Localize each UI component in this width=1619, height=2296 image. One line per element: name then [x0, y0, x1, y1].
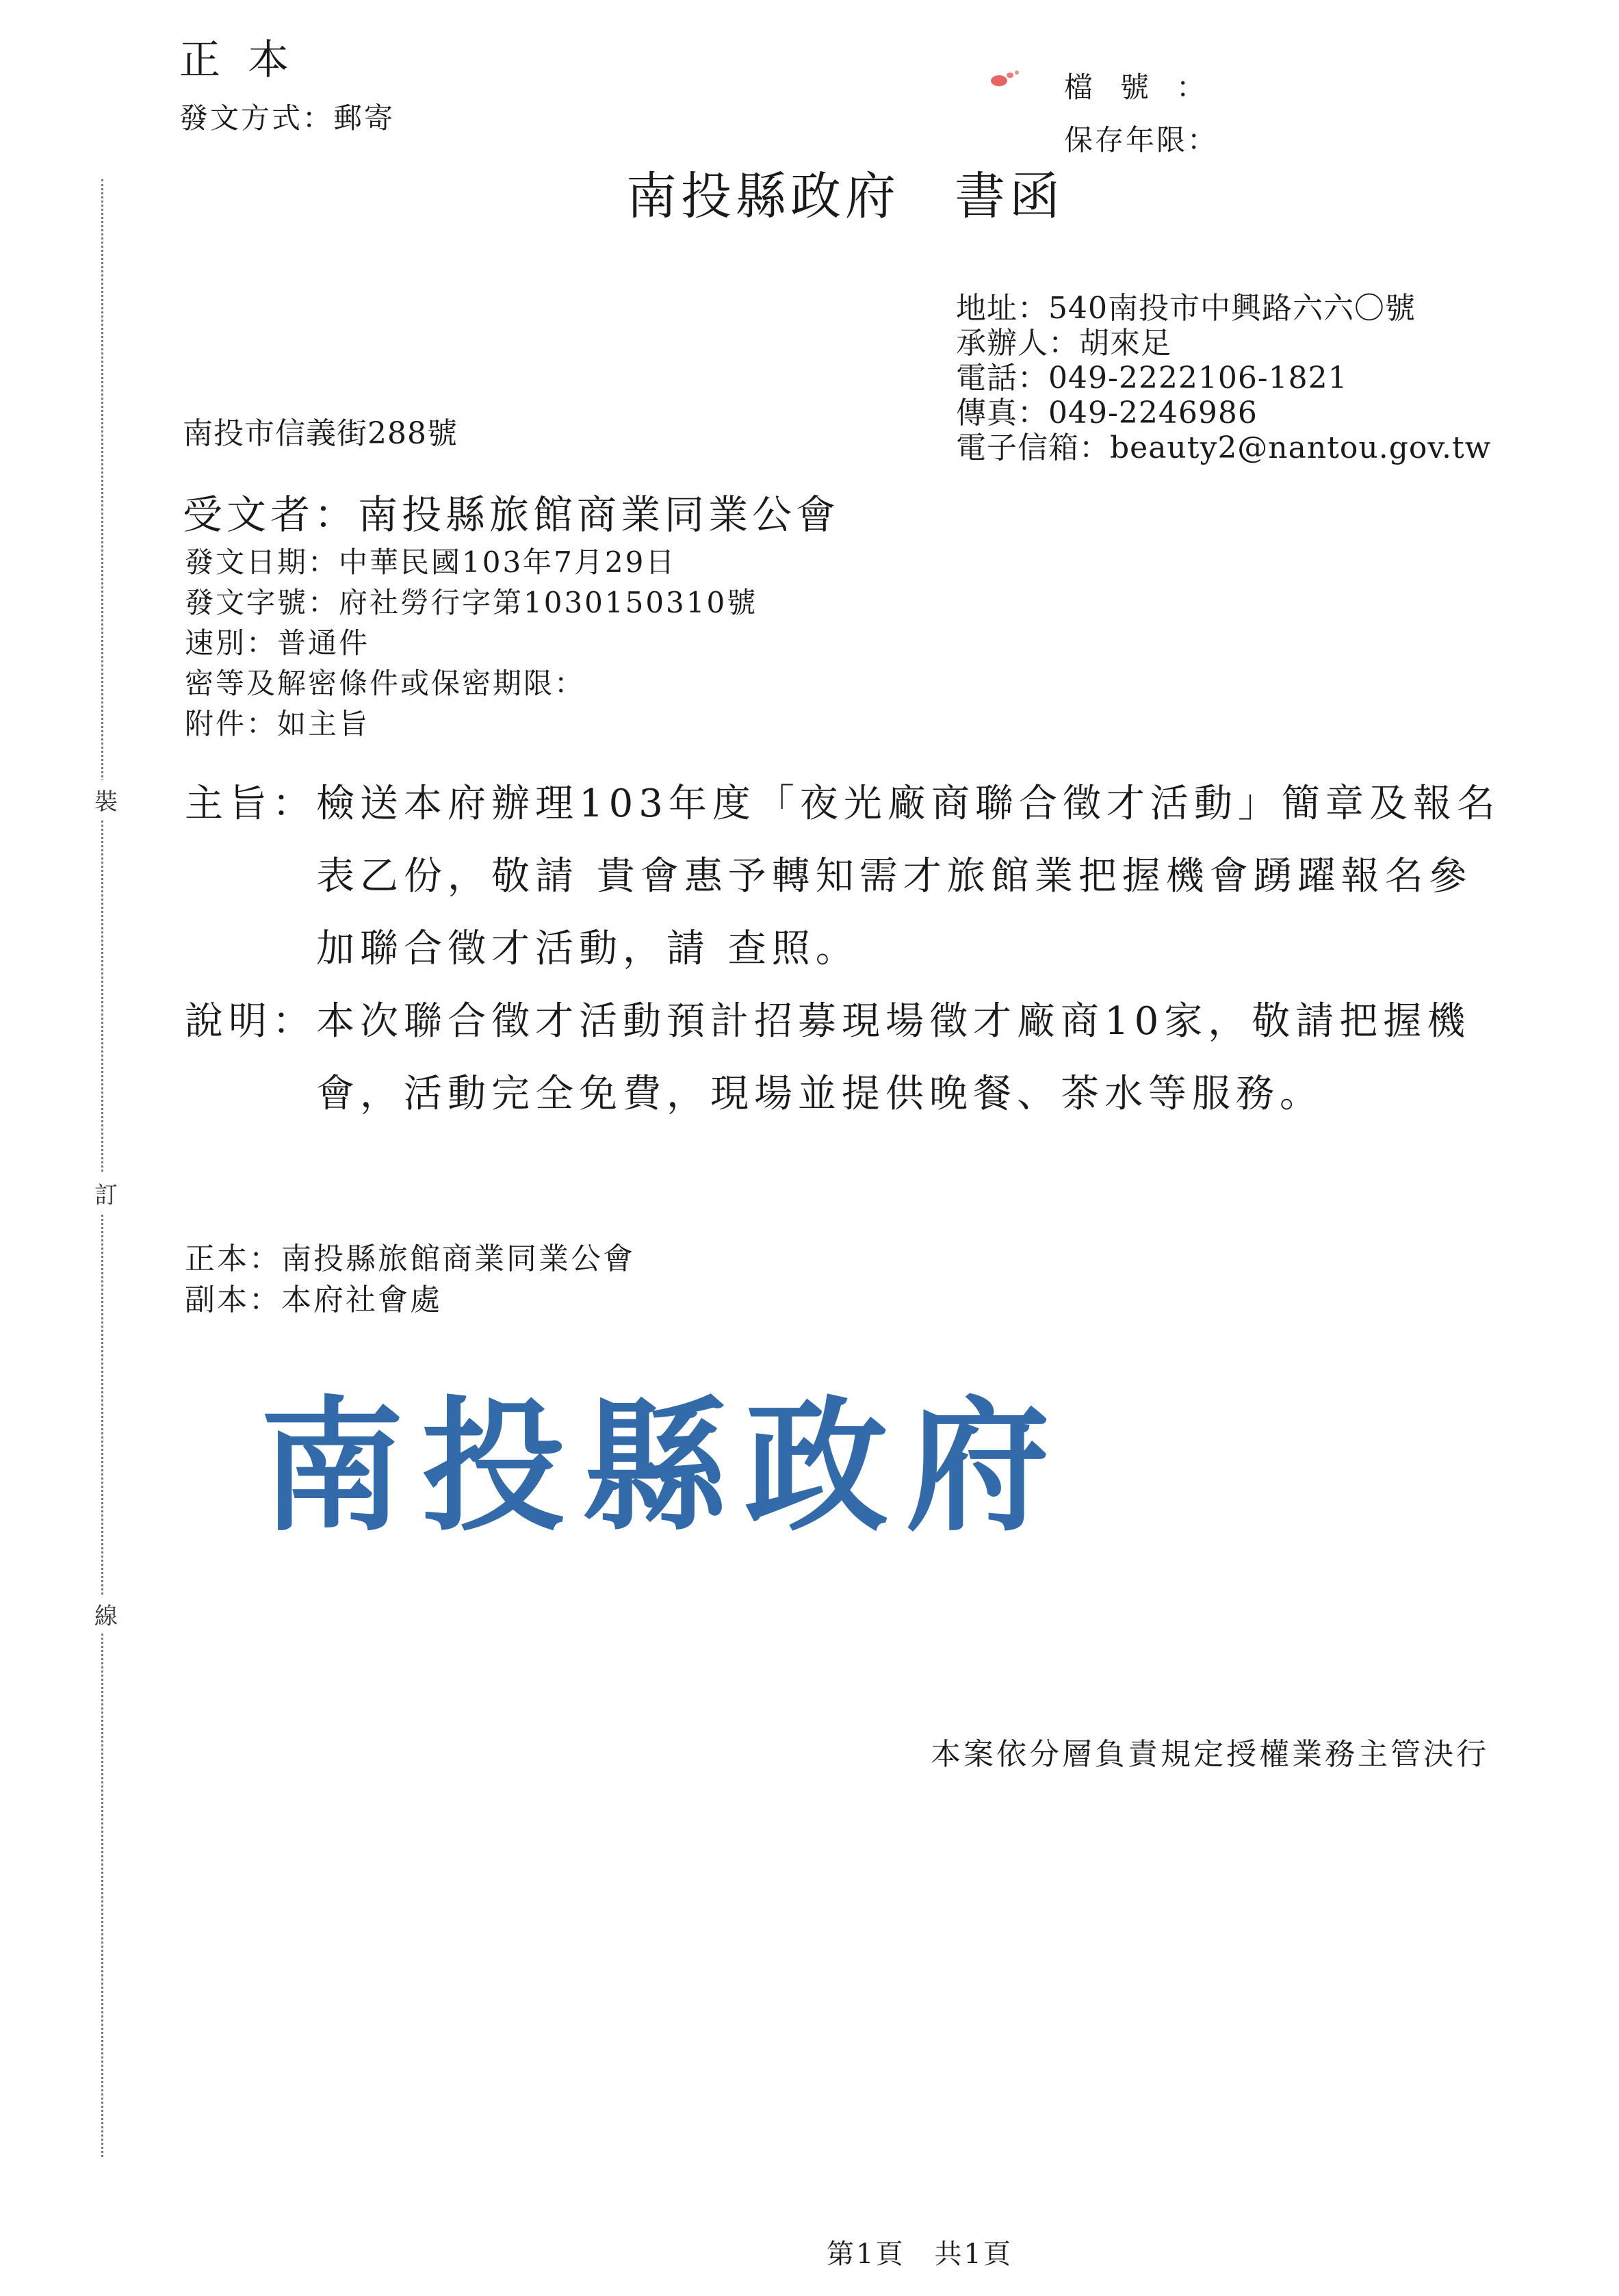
attachment: 附件：如主旨 [185, 707, 370, 740]
contact-block [956, 291, 1491, 465]
file-number-label: 檔號： [1064, 70, 1233, 104]
contact-fax: 傳真：049-2246986 [956, 396, 1258, 430]
explanation-label: 說明： [185, 999, 316, 1044]
original-recipient: 正本：南投縣旅館商業同業公會 [185, 1241, 635, 1276]
contact-email: 電子信箱：beauty2@nantou.gov.tw [956, 430, 1492, 465]
delivery-speed: 速別：普通件 [185, 626, 370, 660]
contact-phone: 電話：049-2222106-1821 [956, 361, 1348, 396]
recipient-name: 受文者：南投縣旅館商業同業公會 [183, 491, 840, 538]
security-level: 密等及解密條件或保密期限： [185, 667, 586, 700]
copy-type: 正本 [179, 36, 316, 84]
copy-recipient: 副本：本府社會處 [185, 1282, 442, 1317]
retention-label: 保存年限： [1064, 123, 1219, 157]
contact-address: 地址：540南投市中興路六六〇號 [956, 291, 1416, 326]
binding-label-zhuang: 裝 [94, 780, 118, 819]
meta-block [185, 542, 757, 744]
document-title: 南投縣政府 書函 [626, 167, 1064, 226]
government-seal-stamp: 南投縣政府 [260, 1383, 1068, 1551]
binding-label-ding: 訂 [94, 1174, 118, 1213]
contact-handler: 承辦人：胡來足 [956, 326, 1171, 361]
page-number: 第1頁 共1頁 [827, 2239, 1013, 2270]
authorization-note: 本案依分層負責規定授權業務主管決行 [931, 1737, 1489, 1772]
binding-dotted-line [101, 179, 103, 2157]
recipient-address: 南投市信義街288號 [183, 416, 458, 451]
explanation-paragraph [185, 985, 1512, 1131]
send-method: 發文方式：郵寄 [179, 101, 396, 135]
subject-label: 主旨： [185, 782, 316, 826]
red-ink-smudge [987, 68, 1020, 90]
binding-label-xian: 線 [94, 1595, 118, 1634]
subject-paragraph [185, 768, 1512, 985]
explanation-text: 本次聯合徵才活動預計招募現場徵才廠商10家，敬請把握機會，活動完全免費，現場並提供晚餐、茶水等服務。 [316, 999, 1471, 1116]
subject-text: 檢送本府辦理103年度「夜光廠商聯合徵才活動」簡章及報名表乙份，敬請 貴會惠予轉知需才旅館業把握機會踴躍報名參加聯合徵才活動，請 查照。 [316, 782, 1501, 971]
distribution-block [185, 1239, 635, 1321]
document-number: 發文字號：府社勞行字第1030150310號 [185, 586, 758, 619]
issue-date: 發文日期：中華民國103年7月29日 [185, 545, 677, 579]
